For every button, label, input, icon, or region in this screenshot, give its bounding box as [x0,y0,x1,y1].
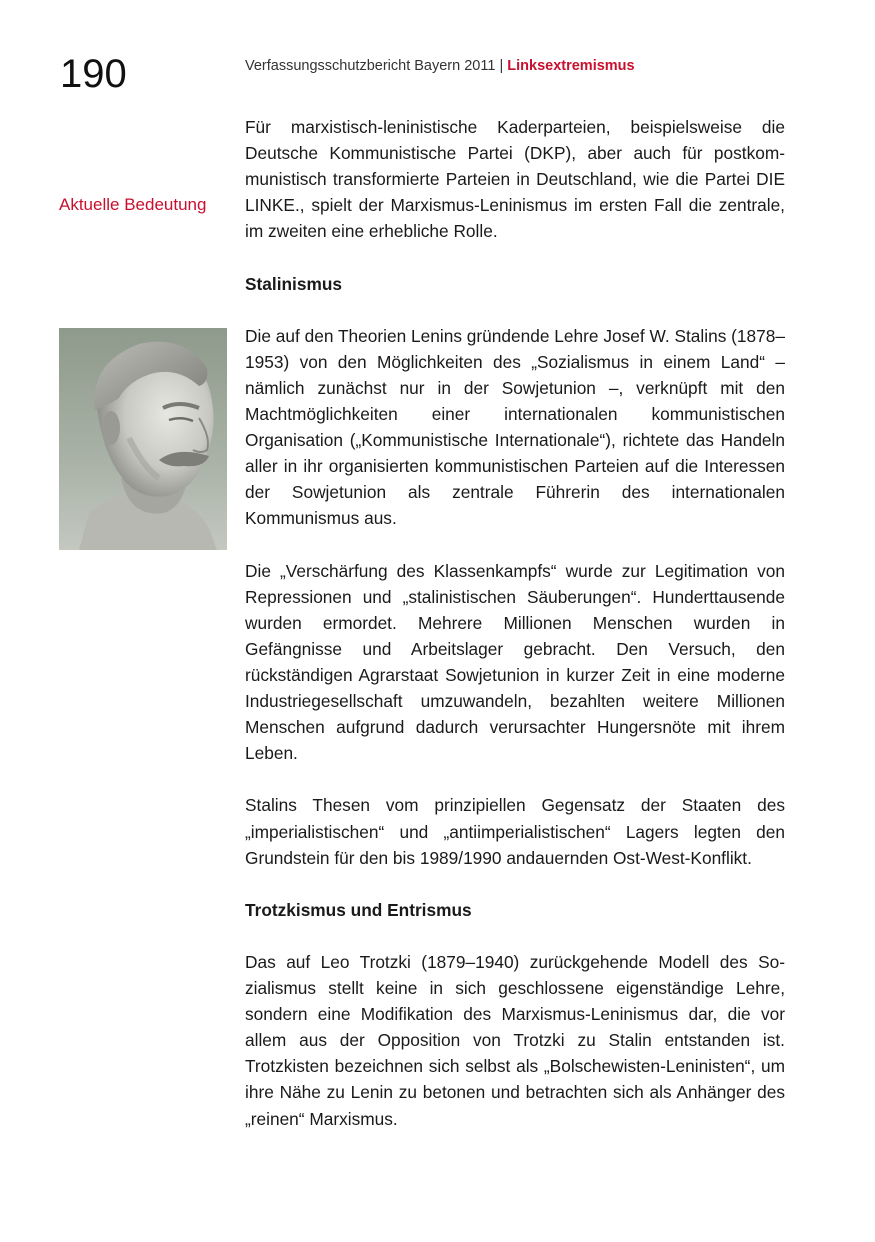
running-header [245,57,635,75]
paragraph-trotzkismus: Das auf Leo Trotzki (1879–1940) zurückgehende Modell des Sozialismus stellt keine in sich geschlossene eigenständige Lehre, sondern eine Modifikation des Marxismus-Leninismus dar, die vor allem aus der Opposition von Trotzki zu Stalin entstanden ist. Trotzkisten bezeichnen sich selbst als „Bolschewisten-Leninisten“, um ihre Nähe zu Lenin zu betonen und betrachten sich als Anhänger des „reinen“ Marxismus. [245,952,785,1129]
paragraph-stalinismus-lehre: Die auf den Theorien Lenins gründende Lehre Josef W. Stalins (1878–1953) von den Möglichkeiten des „Sozialismus in einem Land“ – nämlich zunächst nur in der Sowjetunion –, verknüpft mit den Machtmöglichkeiten einer internationalen kommunistischen Organisation („Kommunistische Internationale“), richtete das Handeln aller in ihr organisierten kommunistischen Parteien auf die Interessen der Sowjetunion als zentrale Führerin des internationalen Kommunismus aus. [245,325,785,529]
main-text [245,114,785,1132]
header-title: Verfassungsschutzbericht Bayern 2011 [245,58,496,74]
heading-stalinismus: Stalinismus [245,273,342,294]
paragraph-aktuelle-bedeutung: Für marxistisch-leninistische Kaderparteien, beispielsweise die Deutsche Kommunistische Partei (DKP), aber auch für postkommunistisch transformierte Parteien in Deutschland, wie die Partei DIE LINKE., spielt der Marxismus-Leninismus im ersten Fall die zentrale, im zweiten eine erhebliche Rolle. [245,117,785,242]
margin-note: Aktuelle Bedeutung [59,195,207,214]
page-number: 190 [60,52,127,96]
header-section: Linksextremismus [507,58,635,74]
paragraph-ost-west-konflikt: Stalins Thesen vom prinzipiellen Gegensatz der Staaten des „imperialistischen“ und „antiimperialistischen“ Lagers legten den Grundstein für den bis 1989/1990 andauernden Ost-West-Konflikt. [245,795,785,868]
header-separator: | [499,58,504,74]
paragraph-klassenkampf: Die „Verschärfung des Klassenkampfs“ wurde zur Legitimation von Repressionen und „stalinistischen Säuberungen“. Hunderttausende wurden ermordet. Mehrere Millionen Menschen wurden in Gefängnisse und Arbeitslager gebracht. Den Versuch, den rückständigen Agrarstaat Sowjetunion in kurzer Zeit in eine moderne Industriegesellschaft umzuwandeln, bezahlten weitere Millionen Menschen aufgrund dadurch verursachter Hungersnöte mit ihrem Leben. [245,560,785,764]
heading-trotzkismus: Trotzkismus und Entrismus [245,899,472,920]
stalin-bust-photo [59,328,227,550]
